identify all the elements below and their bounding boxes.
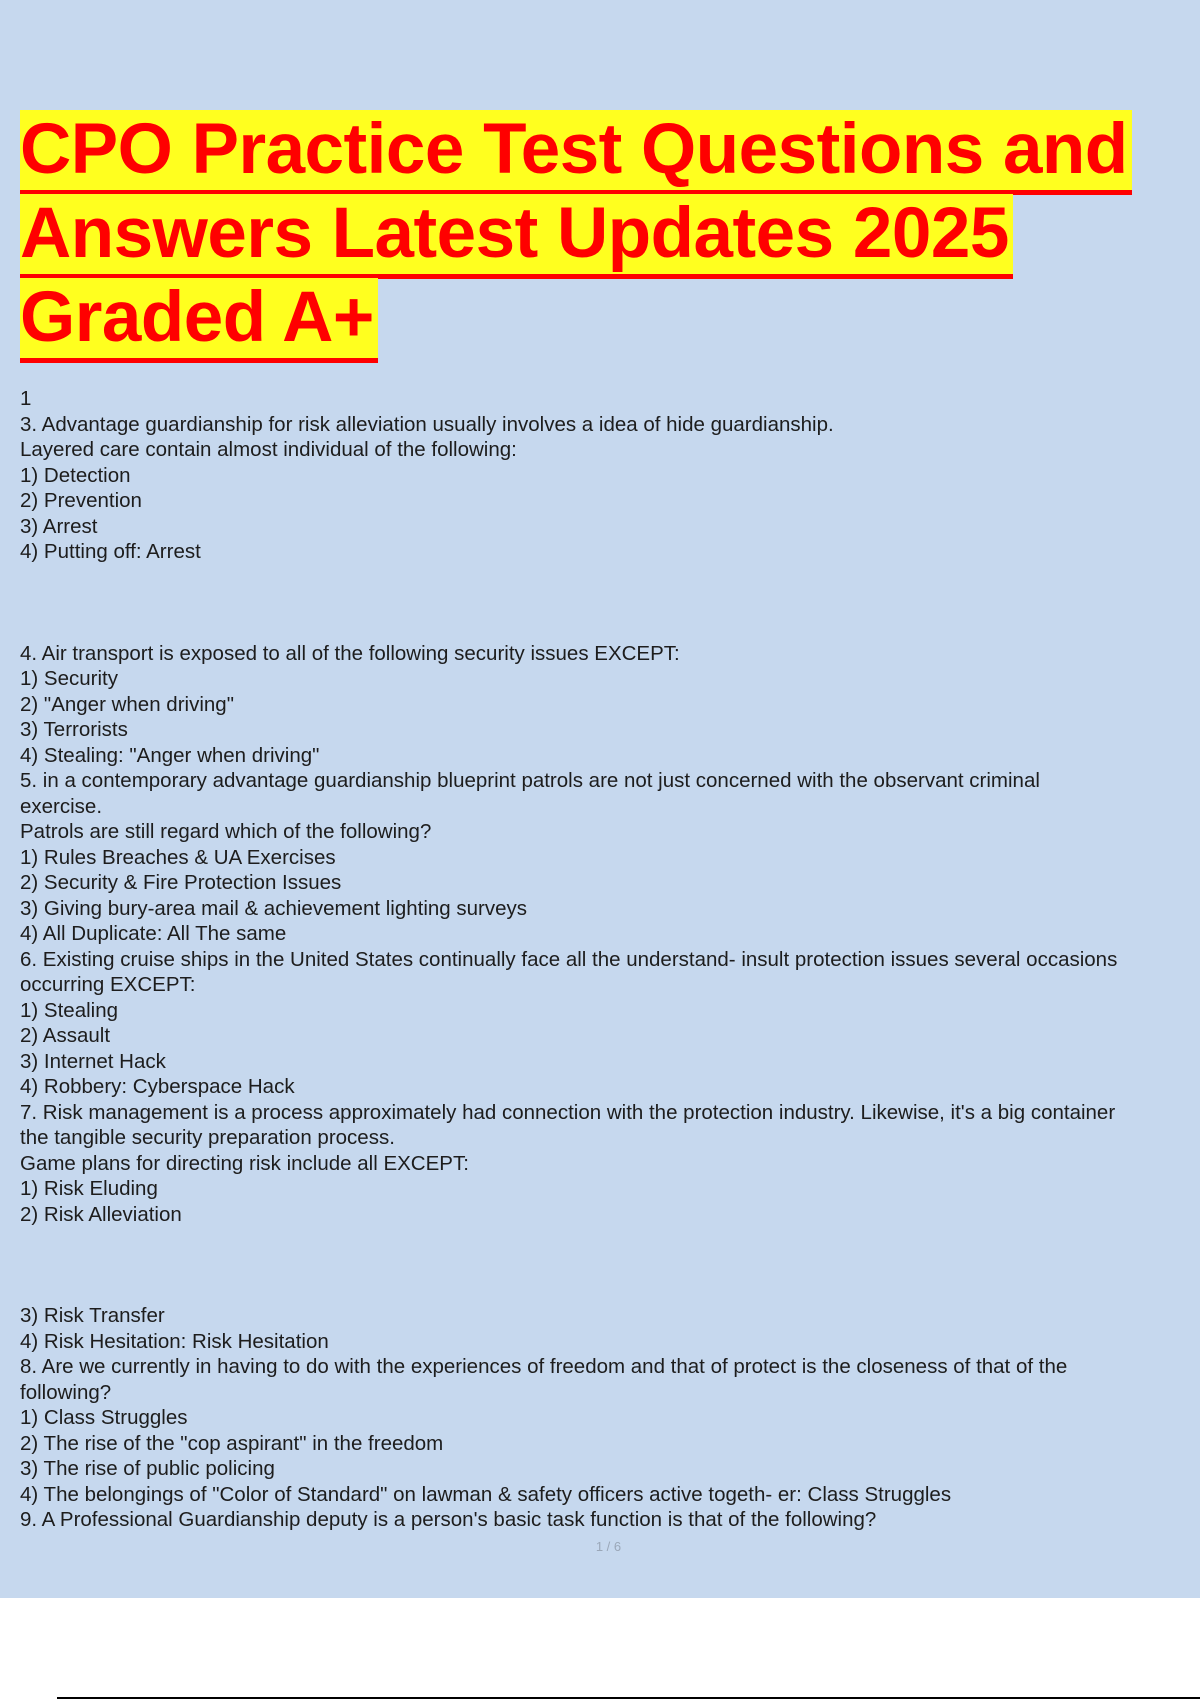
text-line: 3) Internet Hack bbox=[20, 1049, 166, 1073]
text-line: 2) Risk Alleviation bbox=[20, 1202, 182, 1226]
paragraph-gap bbox=[20, 1227, 1200, 1303]
title-line-text: Graded A+ bbox=[20, 278, 378, 363]
text-line: 4) The belongings of "Color of Standard" on lawman & safety officers active togeth- er: Class Struggles bbox=[20, 1482, 952, 1506]
text-line: 1) Stealing bbox=[20, 998, 119, 1022]
text-line: exercise. bbox=[20, 794, 103, 818]
text-line: 2) Security & Fire Protection Issues bbox=[20, 871, 342, 894]
title-line-text: Answers Latest Updates 2025 bbox=[20, 194, 1013, 279]
text-line: 4) Robbery: Cyberspace Hack bbox=[20, 1075, 295, 1098]
text-line: 9. A Professional Guardianship deputy is a person's basic task function is that of the following? bbox=[20, 1508, 877, 1531]
text-line: Game plans for directing risk include all EXCEPT: bbox=[20, 1151, 469, 1175]
text-line: 1) Risk Eluding bbox=[20, 1177, 158, 1200]
title-line bbox=[20, 194, 1013, 278]
text-line: occurring EXCEPT: bbox=[20, 973, 196, 996]
text-line: 4. Air transport is exposed to all of the following security issues EXCEPT: bbox=[20, 641, 680, 665]
text-block-2 bbox=[20, 641, 1200, 1228]
text-line: 1) Class Struggles bbox=[20, 1406, 188, 1429]
text-line: 5. in a contemporary advantage guardianship blueprint patrols are not just concerned with the observant criminal bbox=[20, 769, 1040, 792]
text-line: 2) The rise of the "cop aspirant" in the freedom bbox=[20, 1431, 444, 1455]
text-line: 3) Arrest bbox=[20, 514, 98, 538]
text-line: following? bbox=[20, 1380, 112, 1404]
text-block-3 bbox=[20, 1303, 1200, 1533]
text-line: 3) Terrorists bbox=[20, 718, 128, 741]
text-line: 2) Prevention bbox=[20, 489, 142, 512]
page-number: 1 / 6 bbox=[595, 1539, 622, 1554]
text-line: 4) Risk Hesitation: Risk Hesitation bbox=[20, 1329, 329, 1353]
text-line: 3. Advantage guardianship for risk alleviation usually involves a idea of hide guardianship. bbox=[20, 412, 834, 436]
paragraph-gap bbox=[20, 565, 1200, 641]
title-line bbox=[20, 110, 1132, 194]
text-line: 8. Are we currently in having to do with the experiences of freedom and that of protect is the closeness of that of the bbox=[20, 1355, 1068, 1378]
text-line: 4) Putting off: Arrest bbox=[20, 540, 201, 563]
text-line: 6. Existing cruise ships in the United States continually face all the understand- insult protection issues several occasions bbox=[20, 947, 1118, 971]
text-line: 3) Risk Transfer bbox=[20, 1304, 165, 1327]
text-line: 1) Detection bbox=[20, 463, 131, 487]
text-line: 3) The rise of public policing bbox=[20, 1457, 275, 1480]
text-line: Layered care contain almost individual of the following: bbox=[20, 438, 517, 461]
text-line: 1 bbox=[20, 387, 32, 410]
text-line: 2) "Anger when driving" bbox=[20, 692, 234, 716]
text-line: 4) All Duplicate: All The same bbox=[20, 922, 287, 945]
text-line: 2) Assault bbox=[20, 1024, 111, 1047]
text-line: 3) Giving bury-area mail & achievement lighting surveys bbox=[20, 896, 528, 920]
text-line: 1) Security bbox=[20, 667, 118, 690]
text-line: 7. Risk management is a process approximately had connection with the protection industry. Likewise, it's a big container bbox=[20, 1100, 1116, 1124]
title-line-text: CPO Practice Test Questions and bbox=[20, 110, 1132, 195]
bottom-rule bbox=[57, 1697, 1200, 1699]
document-title bbox=[20, 110, 1200, 362]
text-line: 1) Rules Breaches & UA Exercises bbox=[20, 845, 336, 869]
text-block-1 bbox=[20, 386, 1200, 565]
title-line bbox=[20, 278, 378, 362]
text-line: the tangible security preparation process. bbox=[20, 1126, 395, 1149]
text-line: 4) Stealing: "Anger when driving" bbox=[20, 743, 320, 767]
document-body bbox=[20, 386, 1200, 1533]
text-line: Patrols are still regard which of the following? bbox=[20, 820, 432, 843]
